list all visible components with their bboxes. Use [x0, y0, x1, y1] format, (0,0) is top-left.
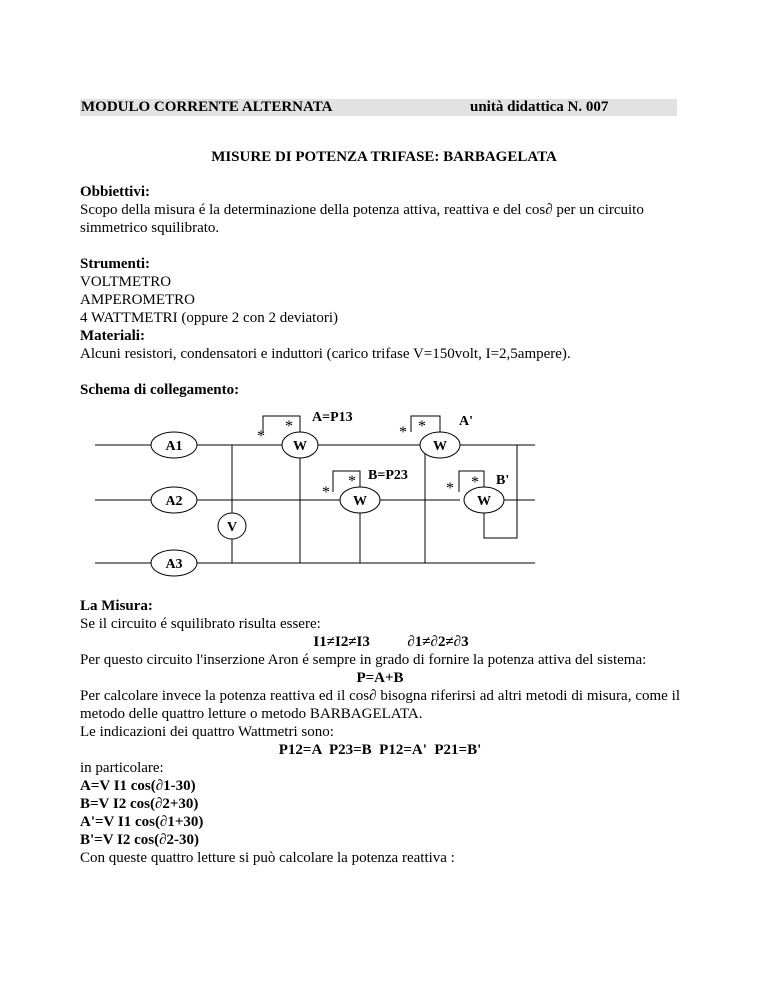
measure-text: Per calcolare invece la potenza reattiva ed il cos∂ bisogna riferirsi ad altri metodi di misura, come il metodo delle quattro letture o metodo BARBAGELATA. — [80, 688, 680, 722]
measure-heading: La Misura: — [80, 598, 153, 614]
equation: A'=V I1 cos(∂1+30) — [80, 814, 204, 830]
instrument-item: 4 WATTMETRI (oppure 2 con 2 deviatori) — [80, 310, 338, 326]
star-mark: * — [471, 474, 479, 491]
objectives-heading: Obbiettivi: — [80, 184, 150, 200]
label-a-prime: A' — [459, 414, 473, 429]
label-a2: A2 — [165, 494, 183, 509]
page-title: MISURE DI POTENZA TRIFASE: BARBAGELATA — [211, 149, 557, 165]
star-mark: * — [418, 418, 426, 435]
equation: B'=V I2 cos(∂2-30) — [80, 832, 200, 848]
module-title: MODULO CORRENTE ALTERNATA — [81, 99, 333, 115]
formula-readings: P12=A P23=B P12=A' P21=B' — [278, 742, 482, 758]
objectives-text: Scopo della misura é la determinazione della potenza attiva, reattiva e del cos∂ per un circuito simmetrico squilibrato. — [80, 202, 644, 236]
label-w: W — [293, 439, 307, 454]
label-w: W — [477, 494, 491, 509]
label-v: V — [226, 520, 238, 535]
equation: A=V I1 cos(∂1-30) — [80, 778, 196, 794]
star-mark: * — [322, 484, 330, 501]
materials-text: Alcuni resistori, condensatori e induttori (carico trifase V=150volt, I=2,5ampere). — [80, 346, 571, 362]
star-mark: * — [285, 418, 293, 435]
label-w: W — [433, 439, 447, 454]
label-b-prime: B' — [496, 473, 510, 488]
formula-aron: P=A+B — [356, 670, 404, 686]
measure-section — [80, 597, 680, 867]
label-b-p23: B=P23 — [368, 468, 408, 483]
instrument-item: AMPEROMETRO — [80, 292, 196, 308]
unit-number: unità didattica N. 007 — [470, 99, 609, 115]
star-mark: * — [446, 480, 454, 497]
instrument-item: VOLTMETRO — [80, 274, 172, 290]
label-a-p13: A=P13 — [312, 410, 353, 425]
measure-text: Per questo circuito l'inserzione Aron é sempre in grado di fornire la potenza attiva del sistema: — [80, 652, 647, 668]
formula-unbalanced: I1≠I2≠I3 ∂1≠∂2≠∂3 — [313, 634, 469, 650]
measure-text: Le indicazioni dei quattro Wattmetri sono: — [80, 724, 334, 740]
measure-text: Se il circuito é squilibrato risulta essere: — [80, 616, 321, 632]
schema-heading: Schema di collegamento: — [80, 382, 240, 398]
wattmeter-a-coil — [263, 416, 300, 432]
star-mark: * — [399, 424, 407, 441]
star-mark: * — [257, 428, 265, 445]
measure-text: Con queste quattro letture si può calcolare la potenza reattiva : — [80, 850, 455, 866]
equation: B=V I2 cos(∂2+30) — [80, 796, 199, 812]
materials-heading: Materiali: — [80, 328, 145, 344]
label-a3: A3 — [165, 557, 183, 572]
measure-text: in particolare: — [80, 760, 164, 776]
instruments-heading: Strumenti: — [80, 256, 150, 272]
label-w: W — [353, 494, 367, 509]
label-a1: A1 — [165, 439, 183, 454]
star-mark: * — [348, 473, 356, 490]
